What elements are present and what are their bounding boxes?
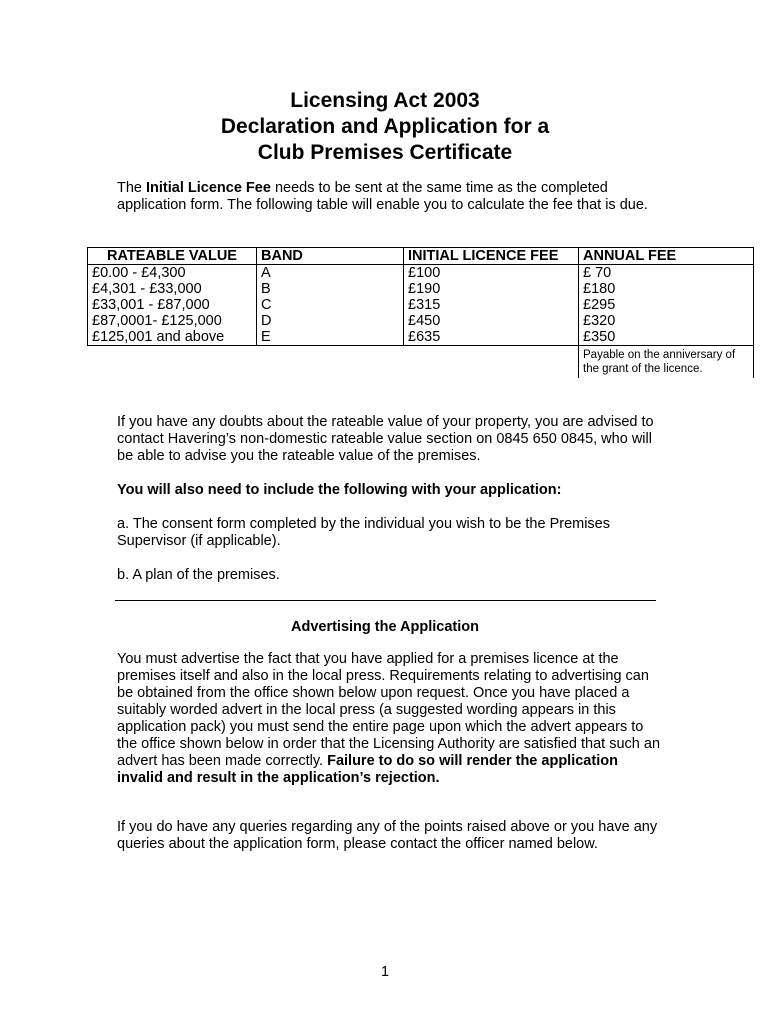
intro-bold: Initial Licence Fee (146, 180, 271, 196)
item-a: a. The consent form completed by the individual you wish to be the Premises Supervisor (if applicable). (117, 516, 610, 549)
cell-rateable-value: £33,001 - £87,000 (88, 297, 257, 313)
title-line-1: Licensing Act 2003 (290, 89, 480, 112)
page-number: 1 (380, 964, 390, 980)
header-band: BAND (257, 248, 404, 265)
intro-suffix: needs to be sent at the same time as the completed application form. The following table will enable you to calculate the fee that is due. (117, 180, 648, 213)
cell-initial-fee: £190 (404, 281, 579, 297)
cell-initial-fee: £315 (404, 297, 579, 313)
cell-initial-fee: £100 (404, 265, 579, 282)
cell-rateable-value: £87,0001- £125,000 (88, 313, 257, 329)
cell-annual-fee: £ 70 (579, 265, 754, 282)
table-row (88, 329, 754, 346)
title-line-2: Declaration and Application for a (220, 115, 550, 138)
table-row (88, 265, 754, 282)
queries-paragraph: If you do have any queries regarding any of the points raised above or you have any queries about the application form, please contact the officer named below. (117, 819, 658, 852)
cell-rateable-value: £4,301 - £33,000 (88, 281, 257, 297)
cell-band: A (257, 265, 404, 282)
fee-table-header-row (88, 248, 754, 265)
intro-prefix: The (117, 180, 147, 196)
annual-fee-note: Payable on the anniversary of the grant of the licence. (579, 346, 754, 379)
empty-cell (404, 346, 579, 379)
cell-annual-fee: £350 (579, 329, 754, 346)
cell-initial-fee: £450 (404, 313, 579, 329)
intro-paragraph (117, 180, 657, 214)
cell-band: D (257, 313, 404, 329)
advertising-body: You must advertise the fact that you have applied for a premises licence at the premises itself and also in the local press. Requirements relating to advertising can be obtained from the office shown below upon request. Once you have placed a suitably worded advert in the local press (a suggested wording appears in this application pack) you must send the entire page upon which the advert appears to the office shown below in order that the Licensing Authority are satisfied that such an advert has been made correctly. (117, 651, 661, 769)
advertising-paragraph (117, 651, 662, 787)
empty-cell (88, 346, 257, 379)
advertising-heading: Advertising the Application (291, 619, 479, 635)
table-row (88, 281, 754, 297)
table-note-row (88, 346, 754, 379)
include-heading: You will also need to include the following with your application: (117, 482, 562, 498)
cell-rateable-value: £0.00 - £4,300 (88, 265, 257, 282)
title-line-3: Club Premises Certificate (257, 141, 513, 164)
item-b: b. A plan of the premises. (117, 567, 280, 583)
header-rateable-value: RATEABLE VALUE (88, 248, 257, 265)
cell-band: E (257, 329, 404, 346)
advertising-warning: Failure to do so will render the application invalid and result in the application’s rejection. (117, 753, 618, 786)
fee-table (87, 247, 754, 378)
cell-annual-fee: £180 (579, 281, 754, 297)
cell-annual-fee: £320 (579, 313, 754, 329)
cell-rateable-value: £125,001 and above (88, 329, 257, 346)
header-annual-fee: ANNUAL FEE (579, 248, 754, 265)
cell-band: B (257, 281, 404, 297)
cell-band: C (257, 297, 404, 313)
section-divider (115, 600, 656, 601)
empty-cell (257, 346, 404, 379)
document-title (0, 88, 770, 166)
header-initial-licence-fee: INITIAL LICENCE FEE (404, 248, 579, 265)
cell-annual-fee: £295 (579, 297, 754, 313)
rateable-value-paragraph: If you have any doubts about the rateable value of your property, you are advised to contact Havering’s non-domestic rateable value section on 0845 650 0845, who will be able to advise you the rateable value of the premises. (117, 414, 654, 464)
cell-initial-fee: £635 (404, 329, 579, 346)
table-row (88, 297, 754, 313)
table-row (88, 313, 754, 329)
